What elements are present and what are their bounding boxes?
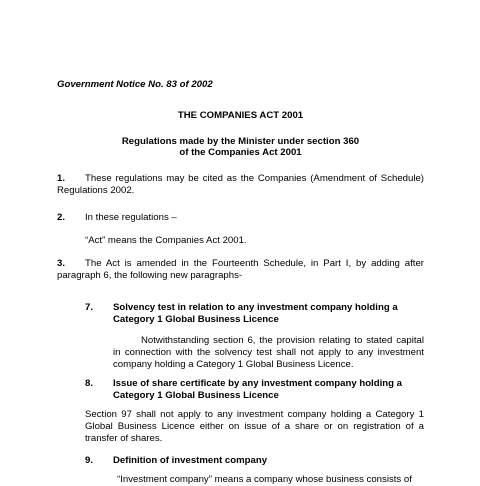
paragraph-3 (57, 258, 424, 282)
paragraph-text: In these regulations – (85, 212, 177, 223)
paragraph-2 (57, 212, 424, 224)
regulations-heading-line1: Regulations made by the Minister under section 360 (121, 136, 360, 147)
regulations-heading-line2: of the Companies Act 2001 (179, 147, 302, 158)
section-9-heading (85, 455, 424, 467)
section-8-body: Section 97 shall not apply to any investment company holding a Category 1 Global Business Licence either on issue of a share or on registration of a transfer of shares. (85, 409, 424, 444)
section-number: 7. (85, 302, 94, 313)
section-7-body: Notwithstanding section 6, the provision relating to stated capital in connection with the solvency test shall not apply to any investment company holding a Category 1 Global Business Licence. (113, 335, 424, 370)
paragraph-number: 1. (57, 173, 66, 184)
section-heading-line1: Issue of share certificate by any investment company holding a (113, 378, 402, 389)
paragraph-number: 2. (57, 212, 66, 223)
section-7-heading (85, 302, 424, 326)
act-title: THE COMPANIES ACT 2001 (177, 110, 304, 121)
paragraph-number: 3. (57, 258, 66, 269)
government-notice-number: Government Notice No. 83 of 2002 (57, 79, 213, 90)
section-heading-line2: Category 1 Global Business Licence (113, 390, 279, 401)
section-number: 9. (85, 455, 94, 466)
section-number: 8. (85, 378, 94, 389)
paragraph-text: These regulations may be cited as the Companies (Amendment of Schedule) Regulations 2002. (57, 173, 424, 196)
paragraph-text: The Act is amended in the Fourteenth Schedule, in Part I, by adding after paragraph 6, the following new paragraphs- (57, 258, 424, 281)
section-9-body: “Investment company” means a company whose business consists of (117, 474, 412, 485)
section-heading-line1: Solvency test in relation to any investment company holding a (113, 302, 398, 313)
section-heading-line1: Definition of investment company (113, 455, 268, 466)
section-8-heading (85, 378, 424, 402)
section-heading-line2: Category 1 Global Business Licence (113, 314, 279, 325)
definition-act: “Act” means the Companies Act 2001. (85, 235, 247, 246)
paragraph-1 (57, 173, 424, 197)
